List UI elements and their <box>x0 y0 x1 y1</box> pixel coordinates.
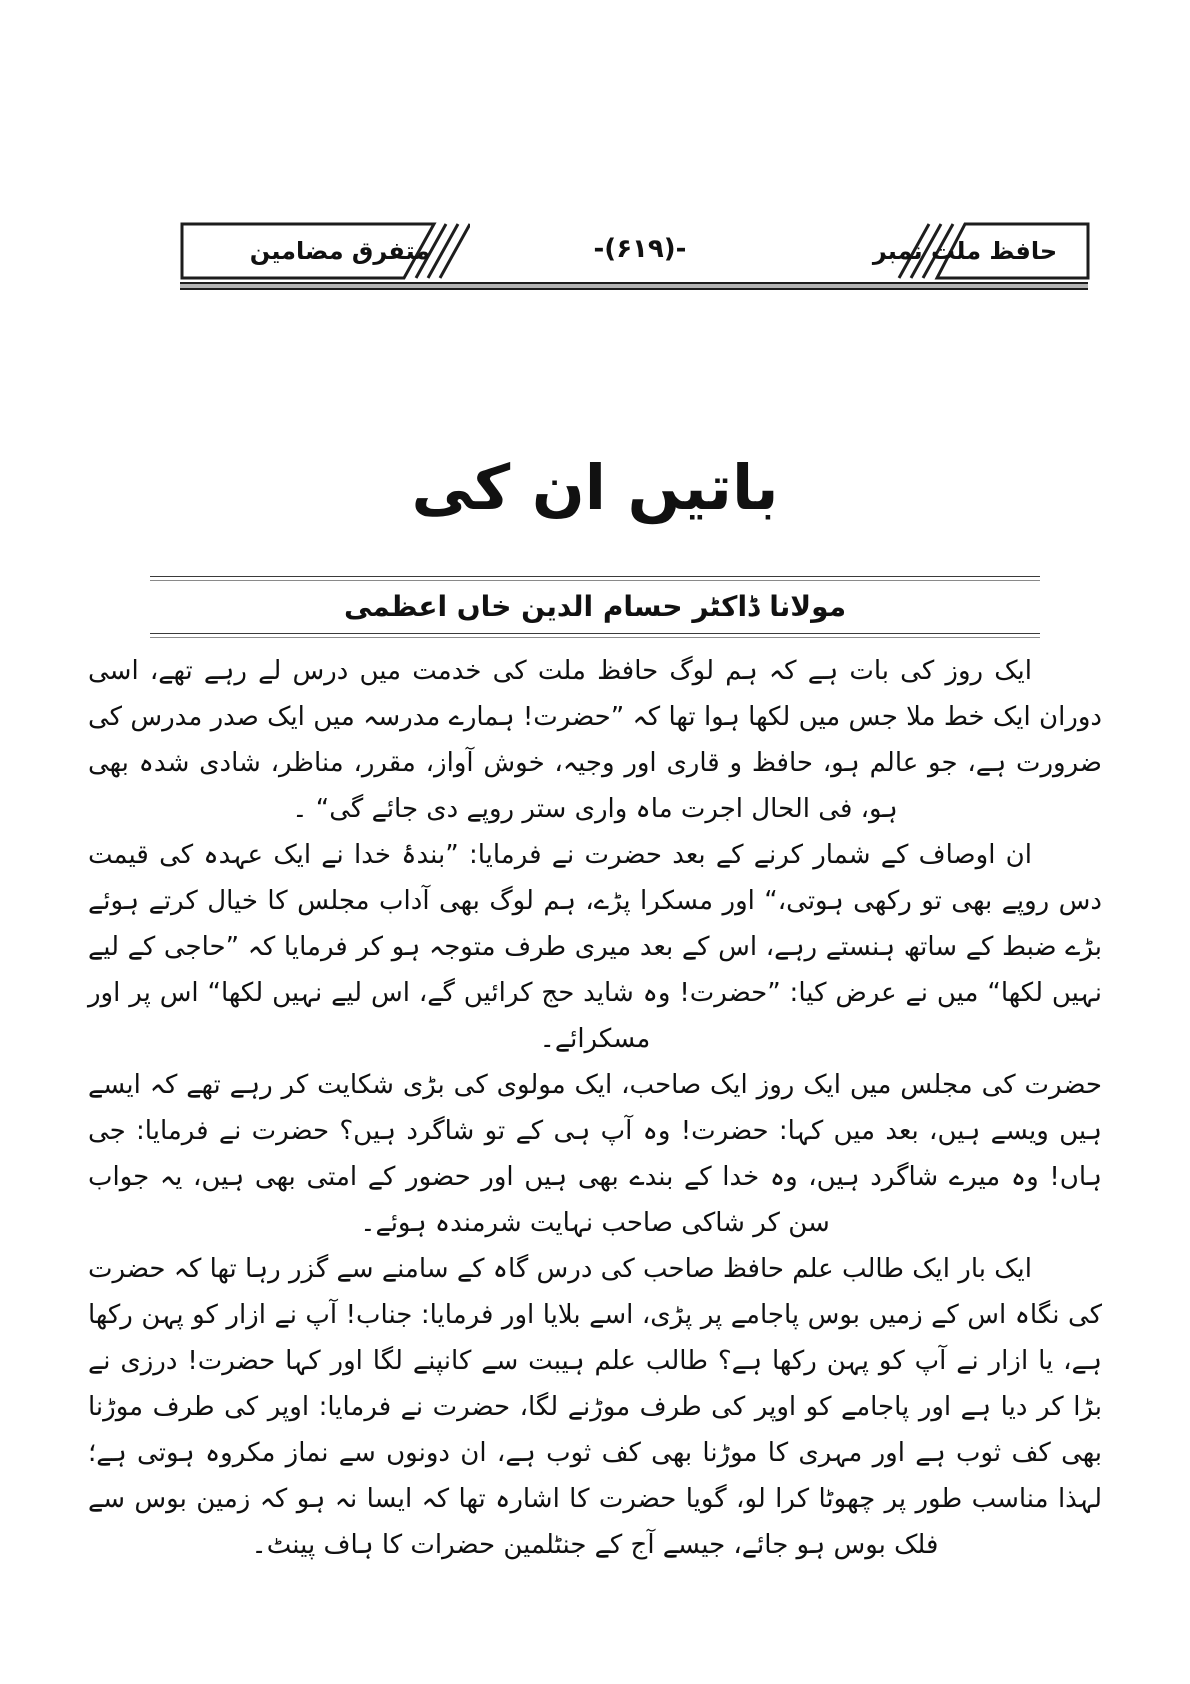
header-left-box <box>180 222 470 280</box>
header-divider <box>180 282 1088 290</box>
page-number: -(۶۱۹)- <box>593 234 687 264</box>
paragraph-4: ایک بار ایک طالب علم حافظ صاحب کی درس گاہ کے سامنے سے گزر رہا تھا کہ حضرت کی نگاہ اس کے زمیں بوس پاجامے پر پڑی، اسے بلایا اور فرمایا: جناب! آپ نے ازار کو پہن رکھا ہے، یا ازار نے آپ کو پہن رکھا ہے؟ طالب علم ہیبت سے کانپنے لگا اور کہا حضرت! درزی نے بڑا کر دیا ہے اور پاجامے کو اوپر کی طرف موڑنے لگا، حضرت نے فرمایا: اوپر کی طرف موڑنا بھی کف ثوب ہے اور مہری کا موڑنا بھی کف ثوب ہے، ان دونوں سے نماز مکروہ ہوتی ہے؛ لہذا مناسب طور پر چھوٹا کرا لو، گویا حضرت کا اشارہ تھا کہ ایسا نہ ہو کہ زمین بوس سے فلک بوس ہو جائے، جیسے آج کے جنٹلمین حضرات کا ہاف پینٹ۔ <box>88 1254 1102 1560</box>
divider-below-author <box>150 633 1040 638</box>
author-byline: مولانا ڈاکٹر حسام الدین خاں اعظمی <box>343 590 847 623</box>
article-body <box>88 648 1102 1568</box>
article-title: باتیں ان کی <box>411 451 779 524</box>
paragraph-1: ایک روز کی بات ہے کہ ہم لوگ حافظ ملت کی خدمت میں درس لے رہے تھے، اسی دوران ایک خط ملا جس میں لکھا ہوا تھا کہ ”حضرت! ہمارے مدرسہ میں ایک صدر مدرس کی ضرورت ہے، جو عالم ہو، حافظ و قاری اور وجیہ، خوش آواز، مقرر، مناظر، شادی شدہ بھی ہو، فی الحال اجرت ماہ واری ستر روپے دی جائے گی“ ۔ <box>88 656 1102 824</box>
paragraph-3: حضرت کی مجلس میں ایک روز ایک صاحب، ایک مولوی کی بڑی شکایت کر رہے تھے کہ ایسے ہیں ویسے ہیں، بعد میں کہا: حضرت! وہ آپ ہی کے تو شاگرد ہیں؟ حضرت نے فرمایا: جی ہاں! وہ میرے شاگرد ہیں، وہ خدا کے بندے بھی ہیں اور حضور کے امتی بھی ہیں، یہ جواب سن کر شاکی صاحب نہایت شرمندہ ہوئے۔ <box>88 1070 1102 1238</box>
header-left-label: متفرق مضامین <box>249 237 431 265</box>
divider-above-author <box>150 576 1040 581</box>
header-right-label: حافظ ملت نمبر <box>872 237 1058 265</box>
header-right-box <box>872 222 1090 280</box>
paragraph-2: ان اوصاف کے شمار کرنے کے بعد حضرت نے فرمایا: ”بندۂ خدا نے ایک عہدہ کی قیمت دس روپے بھی تو رکھی ہوتی،“ اور مسکرا پڑے، ہم لوگ بھی آداب مجلس کا خیال کرتے ہوئے بڑے ضبط کے ساتھ ہنستے رہے، اس کے بعد میری طرف متوجہ ہو کر فرمایا کہ ”حاجی کے لیے نہیں لکھا“ میں نے عرض کیا: ”حضرت! وہ شاید حج کرائیں گے، اس لیے نہیں لکھا“ اس پر اور مسکرائے۔ <box>88 840 1102 1054</box>
